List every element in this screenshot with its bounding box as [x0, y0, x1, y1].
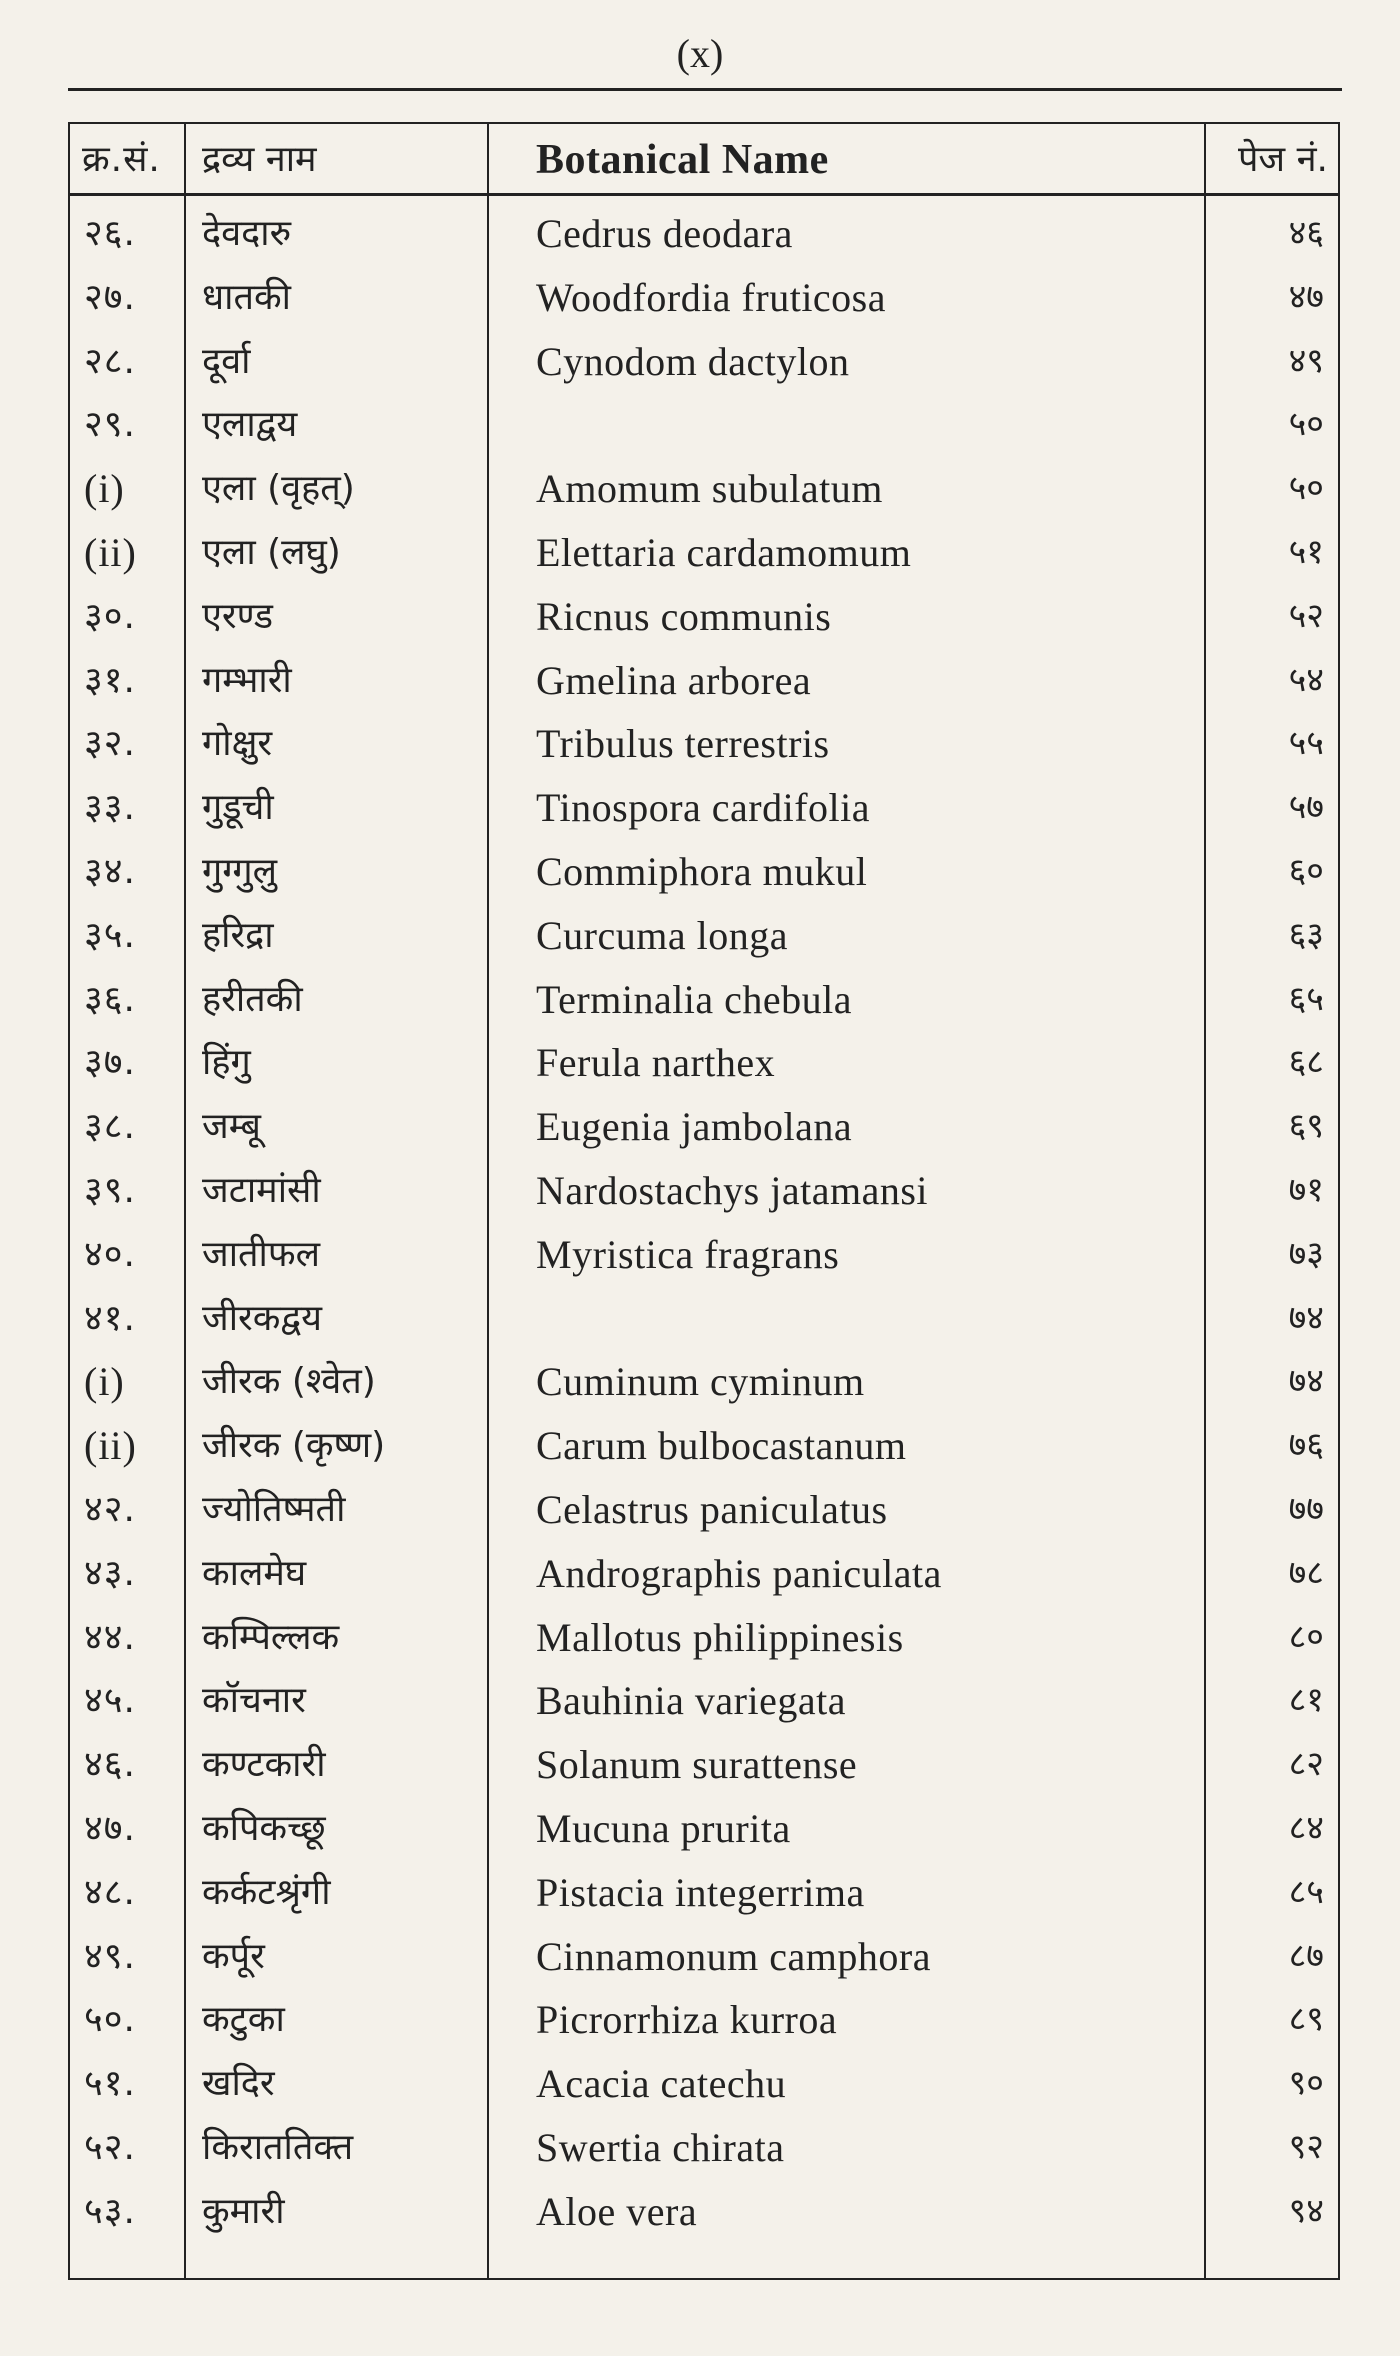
botanical-name-cell: Nardostachys jatamansi — [536, 1167, 928, 1213]
hindi-name-cell: कर्पूर — [202, 1935, 265, 1977]
table-row — [70, 1223, 1338, 1287]
serial-number-cell: (i) — [84, 1359, 125, 1405]
page-number-cell: ७४ — [1288, 1361, 1324, 1402]
table-row — [70, 1414, 1338, 1478]
table-row — [70, 585, 1338, 649]
table-row — [70, 202, 1338, 266]
botanical-name-cell: Acacia catechu — [536, 2061, 787, 2107]
serial-number-cell: २७. — [84, 276, 136, 318]
table-header-row — [70, 124, 1338, 196]
page-number-cell: ७१ — [1288, 1169, 1324, 1210]
table-row — [70, 457, 1338, 521]
table-row — [70, 1287, 1338, 1351]
serial-number-cell: ४४. — [84, 1616, 136, 1658]
botanical-name-cell: Pistacia integerrima — [536, 1869, 865, 1915]
hindi-name-cell: गोक्षुर — [202, 723, 273, 765]
table-row — [70, 521, 1338, 585]
serial-number-cell: ३०. — [84, 595, 136, 637]
serial-number-cell: ५१. — [84, 2063, 136, 2105]
header-serial-number: क्र.सं. — [82, 139, 161, 180]
serial-number-cell: ३४. — [84, 850, 136, 892]
serial-number-cell: ४५. — [84, 1680, 136, 1722]
table-row — [70, 330, 1338, 394]
botanical-name-cell: Aloe vera — [536, 2188, 698, 2234]
botanical-name-cell: Eugenia jambolana — [536, 1104, 853, 1150]
hindi-name-cell: कर्कटश्रृंगी — [202, 1871, 331, 1913]
botanical-name-cell: Gmelina arborea — [536, 657, 812, 703]
botanical-name-cell: Solanum surattense — [536, 1742, 858, 1788]
table-row — [70, 1606, 1338, 1670]
page-number-cell: ७३ — [1288, 1233, 1324, 1274]
serial-number-cell: ४७. — [84, 1807, 136, 1849]
index-table — [68, 122, 1340, 2280]
table-row — [70, 968, 1338, 1032]
botanical-name-cell: Tinospora cardifolia — [536, 785, 871, 831]
botanical-name-cell: Carum bulbocastanum — [536, 1423, 907, 1469]
hindi-name-cell: किराततिक्त — [202, 2126, 354, 2168]
page-number-cell: ७७ — [1288, 1488, 1324, 1529]
botanical-name-cell: Curcuma longa — [536, 912, 788, 958]
hindi-name-cell: कालमेघ — [202, 1552, 307, 1594]
table-row — [70, 1925, 1338, 1989]
table-row — [70, 1350, 1338, 1414]
table-row — [70, 393, 1338, 457]
botanical-name-cell: Bauhinia variegata — [536, 1678, 846, 1724]
hindi-name-cell: कॉचनार — [202, 1680, 306, 1722]
hindi-name-cell: जीरक (कृष्ण) — [202, 1425, 386, 1467]
page-number-cell: ६५ — [1288, 978, 1324, 1019]
hindi-name-cell: कुमारी — [202, 2190, 285, 2232]
serial-number-cell: २८. — [84, 340, 136, 382]
serial-number-cell: (ii) — [84, 1423, 137, 1469]
hindi-name-cell: एला (वृहत्) — [202, 468, 355, 510]
serial-number-cell: ४०. — [84, 1233, 136, 1275]
top-rule — [68, 88, 1342, 91]
page-number-cell: ८० — [1288, 1616, 1324, 1657]
botanical-name-cell: Ferula narthex — [536, 1040, 776, 1086]
table-row — [70, 1478, 1338, 1542]
botanical-name-cell: Cynodom dactylon — [536, 338, 850, 384]
botanical-name-cell: Cedrus deodara — [536, 211, 793, 256]
hindi-name-cell: एलाद्वय — [202, 404, 298, 446]
botanical-name-cell: Myristica fragrans — [536, 1231, 840, 1277]
page-number-cell: ६० — [1288, 850, 1324, 891]
page-number-cell: ६९ — [1288, 1106, 1324, 1147]
page-number-cell: ५० — [1288, 404, 1324, 445]
page-number-cell: ७६ — [1288, 1425, 1324, 1466]
hindi-name-cell: जीरक (श्वेत) — [202, 1361, 376, 1403]
serial-number-cell: ५३. — [84, 2190, 136, 2232]
table-row — [70, 1542, 1338, 1606]
serial-number-cell: (i) — [84, 466, 125, 512]
hindi-name-cell: जीरकद्वय — [202, 1297, 322, 1339]
botanical-name-cell: Cuminum cyminum — [536, 1359, 865, 1405]
page-number-cell: ८५ — [1288, 1871, 1324, 1912]
header-page-number: पेज नं. — [1237, 139, 1328, 180]
table-row — [70, 1733, 1338, 1797]
botanical-name-cell: Tribulus terrestris — [536, 721, 830, 767]
serial-number-cell: ५२. — [84, 2126, 136, 2168]
page-number-cell: ५१ — [1288, 531, 1324, 572]
table-row — [70, 2052, 1338, 2116]
page-number-cell: ४९ — [1288, 340, 1324, 381]
hindi-name-cell: गुग्गुलु — [202, 850, 278, 892]
table-row — [70, 712, 1338, 776]
botanical-name-cell: Woodfordia fruticosa — [536, 274, 886, 320]
botanical-name-cell: Terminalia chebula — [536, 976, 853, 1022]
serial-number-cell: ४२. — [84, 1488, 136, 1530]
table-row — [70, 649, 1338, 713]
page-number-cell: ७४ — [1288, 1297, 1324, 1338]
table-body — [70, 202, 1338, 2244]
botanical-name-cell: Mallotus philippinesis — [536, 1614, 904, 1660]
hindi-name-cell: खदिर — [202, 2063, 275, 2105]
table-row — [70, 1669, 1338, 1733]
botanical-name-cell: Amomum subulatum — [536, 466, 883, 512]
page-number-cell: ५० — [1288, 468, 1324, 509]
botanical-name-cell: Picrorrhiza kurroa — [536, 1997, 838, 2043]
serial-number-cell: २९. — [84, 404, 136, 446]
table-row — [70, 904, 1338, 968]
table-row — [70, 2180, 1338, 2244]
table-row — [70, 1988, 1338, 2052]
table-row — [70, 1095, 1338, 1159]
hindi-name-cell: हिंगु — [202, 1042, 251, 1084]
page-number-cell: ८२ — [1288, 1744, 1324, 1785]
hindi-name-cell: दूर्वा — [202, 340, 251, 382]
table-row — [70, 1797, 1338, 1861]
serial-number-cell: ५०. — [84, 1999, 136, 2041]
page-number-cell: ५५ — [1288, 723, 1324, 764]
hindi-name-cell: देवदारु — [202, 213, 292, 254]
serial-number-cell: ३९. — [84, 1169, 136, 1211]
page-number-cell: ४७ — [1288, 276, 1324, 317]
hindi-name-cell: कण्टकारी — [202, 1744, 326, 1786]
hindi-name-cell: कटुका — [202, 1999, 285, 2041]
page-number-cell: ८७ — [1288, 1935, 1324, 1976]
serial-number-cell: ४९. — [84, 1935, 136, 1977]
table-row — [70, 776, 1338, 840]
hindi-name-cell: हरीतकी — [202, 978, 303, 1020]
serial-number-cell: ३७. — [84, 1042, 136, 1084]
page-number-cell: ९० — [1288, 2063, 1324, 2104]
botanical-name-cell: Cinnamonum camphora — [536, 1933, 931, 1979]
header-botanical-name: Botanical Name — [536, 137, 829, 183]
page-number-cell: ६३ — [1288, 914, 1324, 955]
serial-number-cell: ३८. — [84, 1106, 136, 1148]
hindi-name-cell: जटामांसी — [202, 1169, 321, 1211]
botanical-name-cell: Mucuna prurita — [536, 1805, 791, 1851]
table-row — [70, 1159, 1338, 1223]
botanical-name-cell: Elettaria cardamomum — [536, 529, 912, 575]
hindi-name-cell: धातकी — [202, 276, 291, 318]
botanical-name-cell: Andrographis paniculata — [536, 1550, 942, 1596]
hindi-name-cell: कम्पिल्लक — [202, 1616, 340, 1658]
table-row — [70, 1861, 1338, 1925]
page-number-cell: ९४ — [1288, 2190, 1324, 2231]
hindi-name-cell: जम्बू — [202, 1106, 261, 1148]
header-hindi-name: द्रव्य नाम — [202, 139, 317, 180]
serial-number-cell: २६. — [84, 213, 136, 254]
page-number-cell: ४६ — [1288, 213, 1324, 253]
botanical-name-cell: Celastrus paniculatus — [536, 1486, 888, 1532]
serial-number-cell: ३६. — [84, 978, 136, 1020]
serial-number-cell: ४८. — [84, 1871, 136, 1913]
serial-number-cell: ३५. — [84, 914, 136, 956]
page-number: (x) — [676, 31, 724, 76]
page-number-cell: ८१ — [1288, 1680, 1324, 1721]
hindi-name-cell: हरिद्रा — [202, 914, 274, 956]
page-number-cell: ५७ — [1288, 787, 1324, 828]
page-number-cell: ६८ — [1288, 1042, 1324, 1083]
hindi-name-cell: कपिकच्छू — [202, 1807, 326, 1849]
hindi-name-cell: गम्भारी — [202, 659, 292, 701]
serial-number-cell: ४६. — [84, 1744, 136, 1786]
botanical-name-cell: Commiphora mukul — [536, 848, 868, 894]
hindi-name-cell: ज्योतिष्मती — [202, 1488, 346, 1530]
page-number-cell: ५२ — [1288, 595, 1324, 636]
serial-number-cell: ३१. — [84, 659, 136, 701]
page-number-cell: ७८ — [1288, 1552, 1324, 1593]
table-row — [70, 266, 1338, 330]
serial-number-cell: (ii) — [84, 529, 137, 575]
hindi-name-cell: एला (लघु) — [202, 531, 341, 573]
page-number-cell: ८९ — [1288, 1999, 1324, 2040]
table-row — [70, 2116, 1338, 2180]
page-number-cell: ५४ — [1288, 659, 1324, 700]
table-row — [70, 1031, 1338, 1095]
hindi-name-cell: जातीफल — [202, 1233, 321, 1275]
table-row — [70, 840, 1338, 904]
botanical-name-cell: Swertia chirata — [536, 2124, 785, 2170]
serial-number-cell: ३२. — [84, 723, 136, 765]
hindi-name-cell: गुडूची — [202, 787, 274, 829]
botanical-name-cell: Ricnus communis — [536, 593, 832, 639]
page-number-cell: ९२ — [1288, 2126, 1324, 2167]
serial-number-cell: ४३. — [84, 1552, 136, 1594]
hindi-name-cell: एरण्ड — [202, 595, 273, 637]
page-number-cell: ८४ — [1288, 1807, 1324, 1848]
serial-number-cell: ४१. — [84, 1297, 136, 1339]
serial-number-cell: ३३. — [84, 787, 136, 829]
